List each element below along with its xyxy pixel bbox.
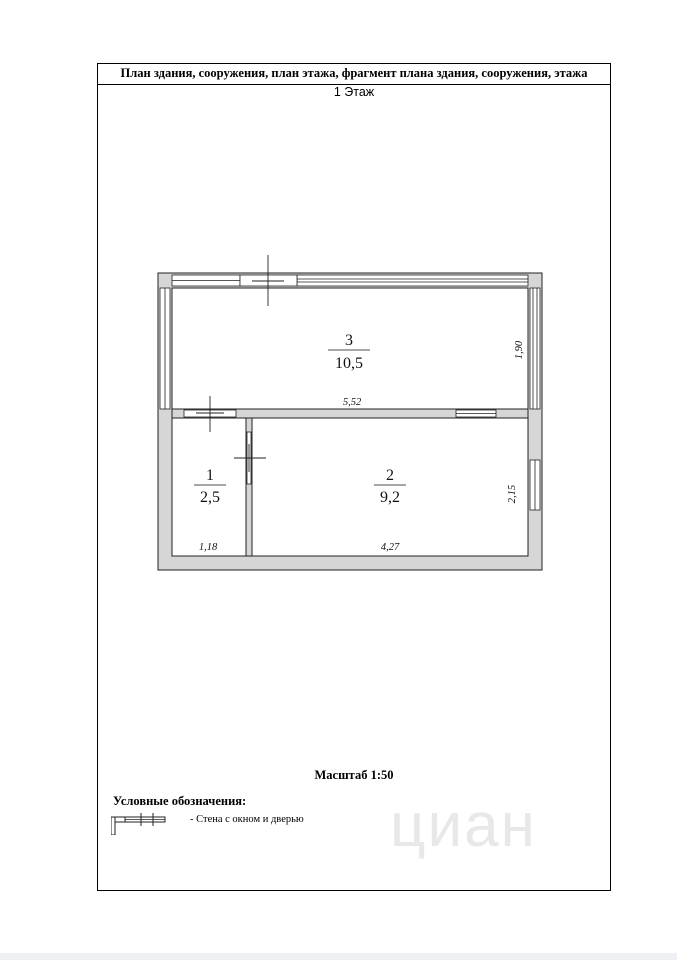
outer-walls xyxy=(158,273,542,570)
bottom-band xyxy=(0,953,677,960)
room-3-area: 10,5 xyxy=(335,355,363,372)
right-window-bottom xyxy=(530,460,540,510)
room-1-width: 1,18 xyxy=(198,542,218,553)
right-window-top xyxy=(530,288,540,409)
room-2-number: 2 xyxy=(386,467,394,484)
scale-label: Масштаб 1:50 xyxy=(314,768,394,782)
room-3-width: 5,52 xyxy=(342,397,362,408)
sheet-header: План здания, сооружения, план этажа, фрагмент плана здания, сооружения, этажа xyxy=(98,64,610,85)
room-2-height: 2,15 xyxy=(507,484,518,504)
doors xyxy=(184,410,496,484)
legend-text: - Стена с окном и дверью xyxy=(190,814,304,825)
watermark: циан xyxy=(390,791,537,860)
legend-title: Условные обозначения: xyxy=(113,794,247,808)
room-1-area: 2,5 xyxy=(200,489,220,506)
top-windows xyxy=(172,275,528,286)
room-3-number: 3 xyxy=(345,332,353,349)
floor-label: 1 Этаж xyxy=(333,85,375,99)
left-window xyxy=(160,288,170,409)
room-1-number: 1 xyxy=(206,467,214,484)
room-3-height: 1,90 xyxy=(514,340,525,360)
room-2-width: 4,27 xyxy=(380,542,400,553)
room-2-area: 9,2 xyxy=(380,489,400,506)
